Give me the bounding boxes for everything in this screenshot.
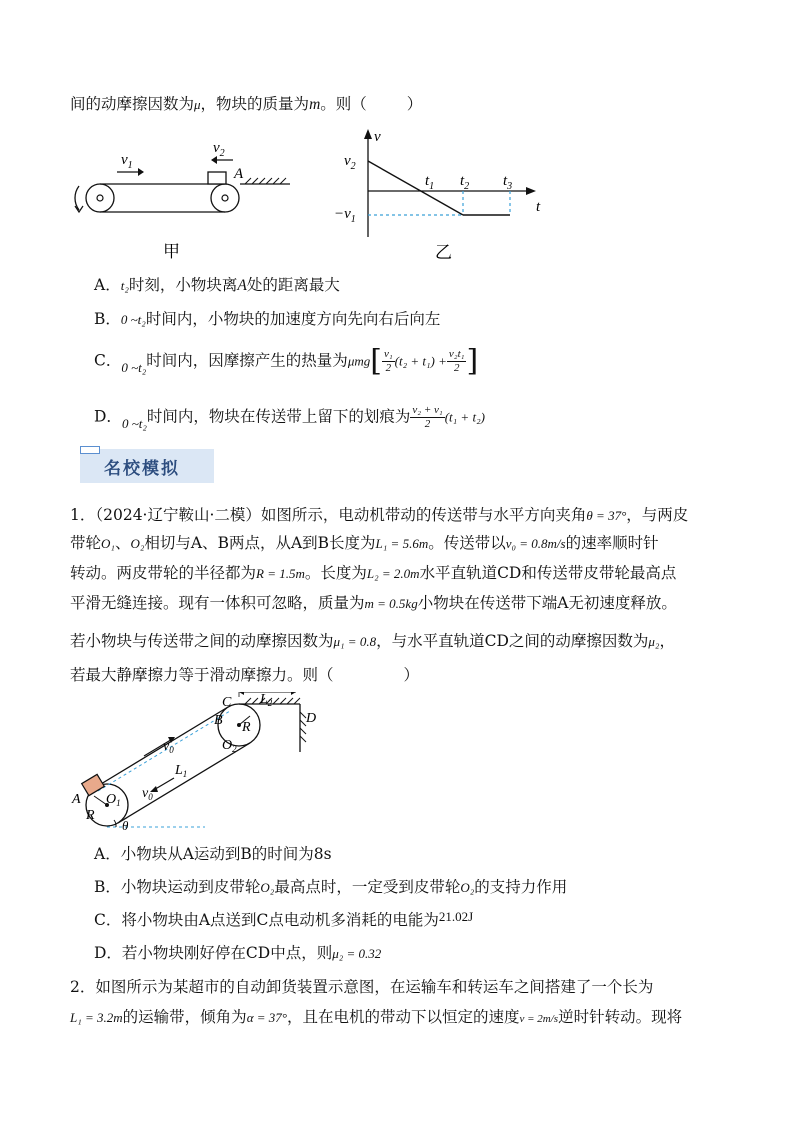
svg-text:乙: 乙 xyxy=(435,243,452,262)
q0-option-a: A．t₂时刻，小物块离A处的距离最大 xyxy=(94,276,340,294)
q0-option-b: B．0 ~t₂时间内，小物块的加速度方向先向右后向左 xyxy=(94,310,441,328)
c-fraction-2: $\frac{\text{v₂t₁}}{2}$ xyxy=(448,348,465,374)
svg-text:O2: $O_2$ xyxy=(222,738,237,754)
svg-text:A: A xyxy=(234,166,244,182)
figure-inclined-conveyor xyxy=(70,692,340,840)
svg-text:R: R xyxy=(86,808,95,823)
q1-line-2: 带轮O₁、O₂相切与A、B两点，从A到B长度为L₁ = 5.6m。传送带以v₀ = 0.8m/s的速率顺时针 xyxy=(70,534,659,552)
figure-conveyor-jia xyxy=(65,140,300,265)
q1-option-b: B．小物块运动到皮带轮O₂最高点时，一定受到皮带轮O₂的支持力作用 xyxy=(94,878,568,896)
q1-option-c: C．将小物块由A点送到C点电动机多消耗的电能为$^{21.02J}$ xyxy=(94,909,474,929)
q1-option-a: A．小物块从A运动到B的时间为8s xyxy=(94,845,332,863)
svg-text:v2: $v_2$ xyxy=(344,153,356,172)
banner-marker xyxy=(80,446,100,454)
svg-text:t1: $t_1$ xyxy=(425,173,435,192)
figure-vt-graph-yi xyxy=(330,125,555,265)
q0-option-d: D．$_{0 \sim t_2}$时间内，物块在传送带上留下的划痕为 $\frac{\text{v₂ + v₁}}{2}$ (t₁ + t₂) xyxy=(94,404,485,431)
svg-text:O1: $O_1$ xyxy=(106,792,121,808)
q1-line-5: 若小物块与传送带之间的动摩擦因数为μ₁ = 0.8，与水平直轨道CD之间的动摩擦因数为μ₂， xyxy=(70,632,675,650)
svg-text:L1: $L_1$ xyxy=(175,763,188,779)
q1-line-6: 若最大静摩擦力等于滑动摩擦力。则（ ） xyxy=(70,666,420,684)
svg-text:R: R xyxy=(242,720,251,735)
svg-text:t: t xyxy=(536,199,541,215)
q1-line-3: 转动。两皮带轮的半径都为R = 1.5m。长度为L₂ = 2.0m水平直轨道CD和传送带皮带轮最高点 xyxy=(70,564,677,582)
intro-line: 间的动摩擦因数为μ，物块的质量为m。则（ ） xyxy=(70,95,423,113)
svg-text:−v1: $-v_1$ xyxy=(334,206,356,225)
q0-option-c: C．$_{0 \sim t_2}$时间内，因摩擦产生的热量为μmg[ $\frac{\text{v₁}}{2}$ (t₂ + t₁) + $\frac{\text{v₂t₁}}{2}$ ] xyxy=(94,343,479,379)
svg-text:v2: $v_2$ xyxy=(213,140,225,159)
svg-text:t3: $t_3$ xyxy=(503,173,513,192)
q2-line-2: L₁ = 3.2m的运输带，倾角为α = 37°，且在电机的带动下以恒定的速度v = 2m/s逆时针转动。现将 xyxy=(70,1008,683,1026)
svg-text:L2: $L_2$ xyxy=(260,692,273,708)
svg-text:t2: $t_2$ xyxy=(460,173,470,192)
q1-line-1: 1．（2024·辽宁鞍山·二模）如图所示，电动机带动的传送带与水平方向夹角θ = 37°，与两皮 xyxy=(70,506,689,524)
svg-text:v: v xyxy=(374,129,381,145)
svg-text:v0: $v_0$ xyxy=(142,786,153,802)
svg-text:v1: $v_1$ xyxy=(121,152,133,171)
section-title: 名校模拟 xyxy=(104,459,180,479)
q1-line-4: 平滑无缝连接。现有一体积可忽略，质量为m = 0.5kg小物块在传送带下端A无初速度释放。 xyxy=(70,594,677,612)
c-fraction-1: $\frac{\text{v₁}}{2}$ xyxy=(383,348,393,374)
svg-text:C: C xyxy=(222,695,232,710)
d-fraction: $\frac{\text{v₂ + v₁}}{2}$ xyxy=(412,404,443,430)
q2-line-1: 2．如图所示为某超市的自动卸货装置示意图，在运输车和转运车之间搭建了一个长为 xyxy=(70,978,654,996)
svg-text:A: A xyxy=(72,792,81,807)
svg-text:D: D xyxy=(306,711,317,726)
section-banner xyxy=(80,449,214,483)
svg-text:θ: θ xyxy=(122,818,129,833)
svg-text:甲: 甲 xyxy=(163,242,180,261)
svg-text:v0: $v_0$ xyxy=(163,739,174,755)
q1-option-d: D．若小物块刚好停在CD中点，则μ₂ = 0.32 xyxy=(94,944,382,962)
svg-text:B: B xyxy=(214,713,223,728)
